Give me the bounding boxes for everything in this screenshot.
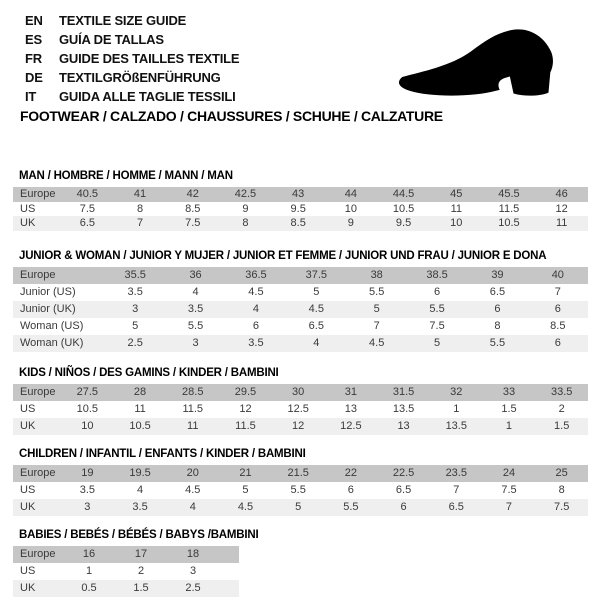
size-cell: 3.5 (132, 501, 148, 513)
size-cell: 22 (344, 467, 357, 479)
size-cell: 2.5 (185, 582, 201, 594)
table-row (13, 482, 588, 499)
size-cell: 13 (344, 403, 357, 415)
size-cell: 5.5 (343, 501, 359, 513)
table-title-kids: KIDS / NIÑOS / DES GAMINS / KINDER / BAMBINI (19, 366, 279, 379)
size-cell: 3.5 (248, 337, 264, 349)
size-cell: 42.5 (234, 188, 257, 201)
size-cell: 2.5 (127, 337, 143, 349)
size-cell: 7 (505, 501, 513, 513)
size-cell: 4.5 (185, 484, 201, 496)
row-label: Europe (20, 467, 56, 479)
size-cell: 40 (551, 269, 564, 281)
size-cell: 4.5 (237, 501, 254, 513)
size-cell: 16 (82, 548, 96, 560)
size-cell: 11 (134, 403, 146, 415)
size-cell: 22.5 (392, 467, 415, 479)
section-babies (13, 529, 588, 597)
language-row-de (25, 68, 239, 87)
size-cell: 12 (292, 420, 305, 432)
size-cell: 6.5 (489, 286, 506, 298)
size-cell: 13.5 (445, 420, 467, 432)
size-cell: 8 (494, 320, 501, 332)
size-cell: 30 (292, 386, 305, 398)
size-cell: 4 (252, 303, 259, 315)
row-label: Woman (US) (20, 320, 84, 332)
size-cell: 10.5 (392, 202, 415, 215)
size-cell: 35.5 (124, 269, 146, 281)
row-label: Europe (20, 188, 56, 201)
size-cell: 3 (132, 303, 139, 315)
row-label: US (20, 202, 36, 215)
size-cell: 10.5 (76, 403, 99, 415)
size-cell: 3 (192, 337, 199, 349)
size-cell: 8.5 (290, 217, 306, 230)
size-cell: 44.5 (392, 188, 415, 201)
size-cell: 19.5 (129, 467, 151, 479)
table-row (13, 580, 239, 597)
size-cell: 5 (373, 303, 380, 315)
size-cell: 7.5 (501, 484, 517, 496)
size-cell: 8.5 (550, 320, 566, 332)
size-cell: 33 (502, 386, 516, 398)
size-cell: 31.5 (392, 386, 415, 398)
language-list (25, 11, 239, 106)
size-cell: 7 (136, 217, 144, 230)
table-row (13, 284, 588, 301)
size-cell: 12.5 (340, 420, 362, 432)
size-cell: 4 (136, 484, 144, 496)
size-cell: 24 (502, 467, 516, 479)
size-cell: 3 (189, 565, 197, 577)
size-cell: 11.5 (235, 420, 256, 432)
size-cell: 6.5 (308, 320, 324, 332)
size-cell: 44 (344, 188, 357, 201)
size-cell: 8 (242, 217, 249, 230)
table-row (13, 318, 588, 335)
size-cell: 2 (137, 565, 145, 577)
table-row (13, 335, 588, 352)
table-row (13, 563, 239, 580)
row-label: Junior (UK) (20, 303, 76, 315)
size-cell: 13.5 (392, 403, 415, 415)
language-code: ES (25, 32, 42, 47)
size-cell: 8.5 (185, 202, 201, 215)
size-cell: 10.5 (498, 217, 520, 230)
row-label: Europe (20, 386, 56, 398)
size-cell: 17 (134, 548, 148, 560)
size-cell: 9 (242, 202, 249, 215)
size-table-junior-woman (13, 267, 588, 352)
size-cell: 1 (85, 565, 93, 577)
size-cell: 4 (313, 337, 320, 349)
size-cell: 6 (252, 320, 259, 332)
size-cell: 5 (434, 337, 441, 349)
table-title-children: CHILDREN / INFANTIL / ENFANTS / KINDER / BAMBINI (19, 447, 306, 460)
size-cell: 6 (554, 303, 561, 315)
language-row-it (25, 87, 239, 106)
size-cell: 5.5 (369, 286, 385, 298)
size-cell: 3.5 (187, 303, 204, 315)
size-cell: 4.5 (308, 303, 324, 315)
size-cell: 28 (133, 386, 147, 398)
size-cell: 32 (450, 386, 463, 398)
row-label: Europe (20, 548, 56, 560)
table-row (13, 202, 588, 217)
size-cell: 45.5 (498, 188, 520, 201)
size-cell: 36.5 (245, 269, 267, 281)
size-cell: 21 (239, 467, 252, 479)
row-label: UK (20, 420, 36, 432)
language-row-es (25, 30, 239, 49)
size-cell: 1.5 (501, 403, 517, 415)
size-cell: 29.5 (234, 386, 257, 398)
table-title-junior-woman: JUNIOR & WOMAN / JUNIOR Y MUJER / JUNIOR ET FEMME / JUNIOR UND FRAU / JUNIOR E DONA (19, 249, 547, 262)
size-cell: 2 (558, 403, 565, 415)
size-cell: 3.5 (127, 286, 143, 298)
size-table-children (13, 465, 588, 516)
size-cell: 43 (292, 188, 305, 201)
size-cell: 5 (242, 484, 249, 496)
language-label: TEXTILE SIZE GUIDE (59, 13, 187, 28)
row-label: Junior (US) (20, 286, 76, 298)
table-row (13, 546, 239, 563)
table-row (13, 418, 588, 435)
size-cell: 20 (186, 467, 199, 479)
size-cell: 5 (313, 286, 320, 298)
size-cell: 25 (555, 467, 568, 479)
table-row (13, 267, 588, 284)
size-cell: 6 (434, 286, 441, 298)
size-cell: 10 (450, 217, 463, 230)
size-cell: 19 (81, 467, 94, 479)
size-table-babies (13, 546, 239, 597)
table-row (13, 465, 588, 482)
size-cell: 1 (505, 420, 513, 432)
size-cell: 27.5 (76, 386, 99, 398)
size-cell: 10.5 (129, 420, 151, 432)
size-cell: 6.5 (79, 217, 95, 230)
size-cell: 41 (133, 188, 147, 201)
language-label: GUIDA ALLE TAGLIE TESSILI (59, 89, 236, 104)
table-row (13, 499, 588, 516)
size-cell: 8 (136, 202, 144, 215)
section-man (13, 170, 588, 231)
size-cell: 7.5 (429, 320, 445, 332)
size-cell: 7 (453, 484, 460, 496)
size-table-kids (13, 384, 588, 435)
size-cell: 10 (81, 420, 94, 432)
row-label: UK (20, 501, 36, 513)
size-cell: 3.5 (79, 484, 95, 496)
size-cell: 5.5 (429, 303, 445, 315)
table-row (13, 301, 588, 318)
row-label: US (20, 403, 36, 415)
language-code: EN (25, 13, 43, 28)
size-cell: 6.5 (395, 484, 412, 496)
size-cell: 9 (347, 217, 354, 230)
table-title-babies: BABIES / BEBÉS / BÉBÉS / BABYS /BAMBINI (19, 528, 259, 541)
size-cell: 7 (554, 286, 561, 298)
language-code: IT (25, 89, 37, 104)
row-label: UK (20, 217, 36, 230)
section-kids (13, 367, 588, 435)
size-cell: 23.5 (445, 467, 467, 479)
size-cell: 28.5 (182, 386, 204, 398)
language-code: DE (25, 70, 43, 85)
size-cell: 37.5 (305, 269, 328, 281)
size-cell: 18 (186, 548, 200, 560)
table-row (13, 216, 588, 231)
table-title-man: MAN / HOMBRE / HOMME / MANN / MAN (19, 170, 233, 182)
table-row (13, 384, 588, 401)
size-cell: 7.5 (554, 501, 570, 513)
size-cell: 13 (397, 420, 410, 432)
size-cell: 5 (295, 501, 302, 513)
size-cell: 0.5 (81, 582, 97, 594)
language-label: GUIDE DES TAILLES TEXTILE (59, 51, 240, 66)
language-code: FR (25, 51, 42, 66)
size-cell: 7 (373, 320, 380, 332)
size-cell: 10 (344, 202, 357, 215)
size-tables (13, 170, 588, 597)
size-cell: 6 (347, 484, 354, 496)
size-cell: 6 (400, 501, 407, 513)
row-label: Europe (20, 269, 56, 281)
language-row-fr (25, 49, 239, 68)
size-cell: 4.5 (369, 337, 385, 349)
size-cell: 6 (494, 303, 501, 315)
size-cell: 4 (192, 286, 199, 298)
size-cell: 38.5 (426, 269, 448, 281)
table-row (13, 187, 588, 202)
size-cell: 8 (558, 484, 565, 496)
size-cell: 11 (450, 202, 462, 215)
size-cell: 9.5 (395, 217, 412, 230)
size-cell: 6 (554, 337, 561, 349)
size-cell: 12 (239, 403, 252, 415)
row-label: US (20, 565, 36, 577)
size-cell: 1.5 (554, 420, 570, 432)
row-label: UK (20, 582, 36, 594)
size-cell: 42 (186, 188, 199, 201)
size-cell: 3 (84, 501, 91, 513)
size-table-man (13, 187, 588, 231)
size-cell: 5.5 (489, 337, 506, 349)
size-cell: 5.5 (290, 484, 306, 496)
size-cell: 12 (555, 202, 568, 215)
size-cell: 36 (189, 269, 202, 281)
size-cell: 38 (370, 269, 383, 281)
size-cell: 5.5 (187, 320, 204, 332)
size-cell: 6.5 (448, 501, 464, 513)
size-cell: 7.5 (79, 202, 95, 215)
size-cell: 1 (453, 403, 460, 415)
size-cell: 1.5 (133, 582, 149, 594)
size-cell: 40.5 (76, 188, 99, 201)
size-cell: 4 (189, 501, 196, 513)
language-label: TEXTILGRÖßENFÜHRUNG (59, 70, 221, 85)
size-cell: 12.5 (287, 403, 309, 415)
language-row-en (25, 11, 239, 30)
section-children (13, 448, 588, 516)
size-cell: 46 (555, 188, 568, 201)
size-cell: 11 (187, 420, 199, 432)
size-cell: 4.5 (248, 286, 264, 298)
size-cell: 7.5 (185, 217, 201, 230)
size-cell: 11 (555, 217, 568, 230)
size-cell: 9.5 (290, 202, 306, 215)
dress-shoe-icon (393, 24, 577, 106)
section-junior-woman (13, 250, 588, 352)
size-cell: 21.5 (287, 467, 309, 479)
size-cell: 11.5 (182, 403, 204, 415)
table-row (13, 401, 588, 418)
row-label: Woman (UK) (20, 337, 84, 349)
size-cell: 39 (491, 269, 504, 281)
size-cell: 11.5 (498, 202, 520, 215)
size-cell: 45 (450, 188, 463, 201)
size-cell: 31 (344, 386, 357, 398)
size-cell: 5 (132, 320, 139, 332)
language-label: GUÍA DE TALLAS (59, 32, 164, 47)
size-cell: 33.5 (550, 386, 573, 398)
footwear-section-title: FOOTWEAR / CALZADO / CHAUSSURES / SCHUHE / CALZATURE (20, 108, 443, 124)
row-label: US (20, 484, 36, 496)
